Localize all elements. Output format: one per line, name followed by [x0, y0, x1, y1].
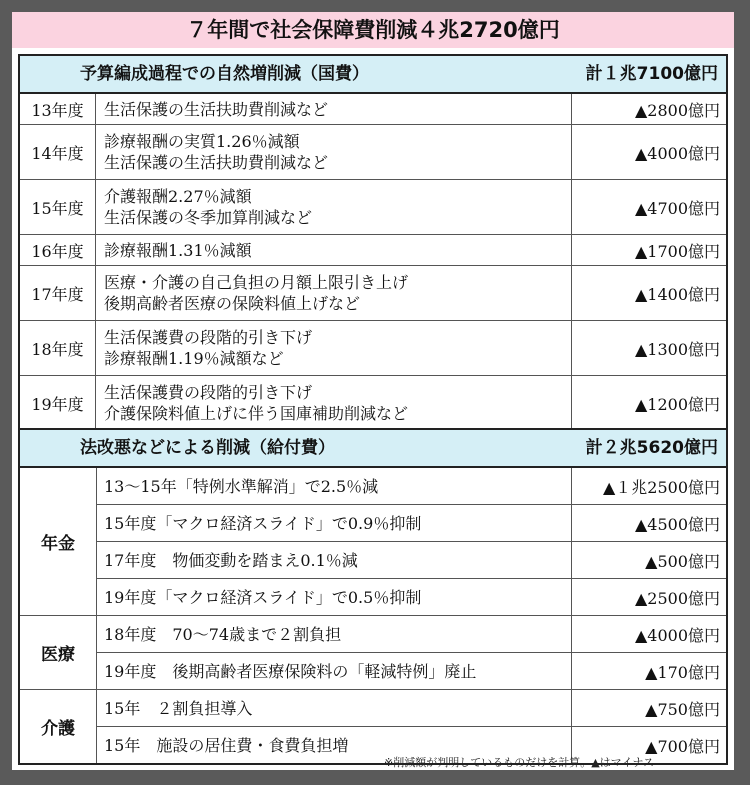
description-line: 診療報酬の実質1.26％減額: [104, 132, 300, 151]
amount-cell: ▲500億円: [645, 551, 720, 571]
table-row: [96, 616, 726, 653]
year-cell: 17年度: [20, 266, 96, 320]
description-cell: [96, 321, 572, 375]
year-cell: 19年度: [20, 376, 96, 430]
amount-cell: ▲750億円: [645, 699, 720, 719]
table-row: [96, 579, 726, 615]
description-cell: [96, 180, 572, 234]
description-line: 診療報酬1.19％減額など: [104, 349, 284, 368]
description-cell: 18年度 70～74歳まで２割負担: [96, 616, 572, 652]
section1-title: 予算編成過程での自然増削減（国費）: [80, 64, 369, 84]
group-pension: [20, 468, 726, 616]
description-cell: 19年度「マクロ経済スライド」で0.5％抑制: [96, 579, 572, 615]
description-cell: 19年度 後期高齢者医療保険料の「軽減特例」廃止: [96, 653, 572, 689]
footnote: ※削減額が判明しているものだけを計算。▲はマイナス: [383, 756, 654, 769]
table-row: [20, 235, 726, 266]
main-title: ７年間で社会保障費削減４兆2720億円: [12, 12, 734, 48]
description-cell: 15年 ２割負担導入: [96, 690, 572, 726]
amount-cell: ▲1300億円: [634, 339, 720, 359]
description-line: 医療・介護の自己負担の月額上限引き上げ: [104, 273, 409, 292]
description-cell: [96, 376, 572, 430]
section2-header: [20, 430, 726, 468]
table-row: [96, 505, 726, 542]
table-row: [96, 653, 726, 689]
year-cell: 18年度: [20, 321, 96, 375]
year-cell: 16年度: [20, 235, 96, 265]
amount-cell: ▲4000億円: [634, 625, 720, 645]
description-line: 後期高齢者医療の保険料値上げなど: [104, 294, 361, 313]
table-row: [20, 321, 726, 376]
description-cell: 13～15年「特例水準解消」で2.5％減: [96, 468, 572, 504]
description-line: 生活保護費の段階的引き下げ: [104, 383, 313, 402]
description-cell: [96, 125, 572, 179]
amount-cell: ▲1700億円: [634, 241, 720, 261]
infographic-table: [12, 12, 734, 770]
description-line: 生活保護の冬季加算削減など: [104, 208, 313, 227]
section2-total: 計２兆5620億円: [585, 438, 718, 458]
description-cell: 17年度 物価変動を踏まえ0.1％減: [96, 542, 572, 578]
amount-cell: ▲2800億円: [634, 100, 720, 120]
year-cell: 14年度: [20, 125, 96, 179]
description-cell: 15年度「マクロ経済スライド」で0.9％抑制: [96, 505, 572, 541]
section1-rows: [20, 94, 726, 430]
section-natural-increase-cuts: [18, 54, 728, 432]
section-law-reform-cuts: [18, 428, 728, 765]
amount-cell: ▲1200億円: [634, 394, 720, 414]
amount-cell: ▲1400億円: [634, 284, 720, 304]
table-row: [96, 468, 726, 505]
table-row: [20, 94, 726, 125]
amount-cell: ▲4500億円: [634, 514, 720, 534]
year-cell: 15年度: [20, 180, 96, 234]
description-cell: [96, 94, 572, 124]
group-nursing-care: [20, 690, 726, 763]
section1-header: [20, 56, 726, 94]
description-line: 介護報酬2.27％減額: [104, 187, 252, 206]
amount-cell: ▲4700億円: [634, 198, 720, 218]
description-line: 介護保険料値上げに伴う国庫補助削減など: [104, 404, 409, 423]
section1-total: 計１兆7100億円: [585, 64, 718, 84]
section2-title: 法改悪などによる削減（給付費）: [80, 438, 335, 458]
table-row: [20, 266, 726, 321]
amount-cell: ▲１兆2500億円: [602, 477, 720, 497]
description-line: 生活保護の生活扶助費削減など: [104, 99, 329, 119]
amount-cell: ▲170億円: [645, 662, 720, 682]
description-cell: 15年 施設の居住費・食費負担増: [96, 727, 572, 763]
description-cell: [96, 266, 572, 320]
table-row: [20, 125, 726, 180]
description-line: 診療報酬1.31％減額: [104, 240, 252, 260]
amount-cell: ▲700億円: [645, 736, 720, 756]
group-label: 介護: [20, 690, 97, 763]
year-cell: 13年度: [20, 94, 96, 124]
group-label: 年金: [20, 468, 97, 615]
table-row: [96, 690, 726, 727]
table-row: [20, 376, 726, 430]
table-row: [96, 542, 726, 579]
group-label: 医療: [20, 616, 97, 689]
description-line: 生活保護の生活扶助費削減など: [104, 153, 329, 172]
table-row: [20, 180, 726, 235]
amount-cell: ▲4000億円: [634, 143, 720, 163]
description-line: 生活保護費の段階的引き下げ: [104, 328, 313, 347]
amount-cell: ▲2500億円: [634, 588, 720, 608]
description-cell: [96, 235, 572, 265]
group-medical: [20, 616, 726, 690]
